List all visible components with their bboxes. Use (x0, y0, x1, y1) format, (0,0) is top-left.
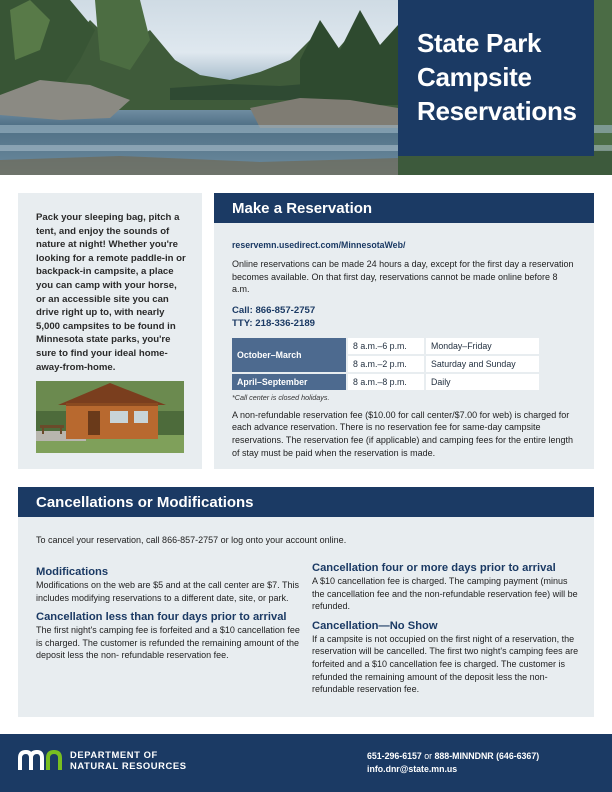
mn-logo-icon (18, 750, 64, 772)
reservation-panel (214, 193, 594, 469)
footer (0, 734, 612, 792)
season-cell: October–March (232, 338, 346, 372)
page-title-line-3: Reservations (417, 96, 577, 126)
online-reservation-text: Online reservations can be made 24 hours a day, except for the first day a reservation becomes available. On that first day, reservations cannot be made online before 8 a.m. (232, 259, 574, 295)
reservation-url-link[interactable]: reservemn.usedirect.com/MinnesotaWeb/ (232, 240, 406, 250)
intro-panel (18, 193, 202, 469)
cabin-illustration (36, 381, 184, 453)
footer-phone-main: 651-296-6157 (367, 751, 422, 761)
table-row (232, 374, 539, 390)
holiday-note: *Call center is closed holidays. (232, 392, 330, 402)
page-title-line-1: State Park (417, 28, 542, 58)
time-cell: 8 a.m.–6 p.m. (348, 338, 424, 354)
no-show-title: Cancellation—No Show (312, 619, 438, 632)
days-cell: Monday–Friday (426, 338, 539, 354)
less-than-four-days-text: The first night's camping fee is forfeited and a $10 cancellation fee is charged. The customer is refunded the remaining amount of the deposit less the non- refundable reservation fee. (36, 625, 300, 661)
hero-lake-photo (0, 0, 612, 175)
modifications-text: Modifications on the web are $5 and at the call center are $7. This includes modifying reservations to a different date, site, or park. (36, 580, 299, 603)
four-or-more-days-text: A $10 cancellation fee is charged. The camping payment (minus the cancellation fee and the non-refundable reservation fee) will be refunded. (312, 576, 578, 612)
less-than-four-days-title: Cancellation less than four days prior to arrival (36, 611, 287, 624)
call-center-hours-table (230, 336, 541, 392)
camper-cabin-photo (36, 381, 184, 453)
dnr-logo (18, 750, 187, 772)
cancellations-intro: To cancel your reservation, call 866-857-2757 or log onto your account online. (36, 535, 347, 545)
reservation-fee-text: A non-refundable reservation fee ($10.00 for call center/$7.00 for web) is charged for each advance reservation. There is no reservation fee for same-day campsite reservations. The reservation fee (if applicable) and camping fees for the entire length of stay must be paid when the reservation is made. (232, 409, 574, 458)
tty-number: TTY: 218-336-2189 (232, 317, 316, 329)
footer-phone-or: or (421, 751, 435, 761)
call-number: Call: 866-857-2757 (232, 304, 316, 316)
time-cell: 8 a.m.–8 p.m. (348, 374, 424, 390)
logo-line-2: NATURAL RESOURCES (70, 760, 187, 771)
footer-email-link[interactable]: info.dnr@state.mn.us (367, 764, 458, 774)
cancellations-heading: Cancellations or Modifications (18, 487, 594, 517)
four-or-more-days-title: Cancellation four or more days prior to arrival (312, 562, 556, 574)
footer-contact (367, 750, 539, 776)
days-cell: Daily (426, 374, 539, 390)
no-show-text: If a campsite is not occupied on the first night of a reservation, the reservation will be cancelled. The first two night's camping fees are forfeited and a $10 cancellation fee is charged. The customer is refunded the remaining amount of the deposit less the non-refundable reservation fee. (312, 633, 579, 695)
season-cell: April–September (232, 374, 346, 390)
modifications-title: Modifications (36, 566, 109, 578)
reservation-heading: Make a Reservation (214, 193, 594, 223)
title-box (398, 0, 594, 156)
days-cell: Saturday and Sunday (426, 356, 539, 372)
page-title-line-2: Campsite (417, 62, 532, 92)
cancellations-panel (18, 487, 594, 717)
cancellations-right-column (312, 561, 580, 696)
table-row (232, 338, 539, 354)
logo-line-1: DEPARTMENT OF (70, 749, 158, 761)
cancellations-left-column (36, 565, 304, 662)
time-cell: 8 a.m.–2 p.m. (348, 356, 424, 372)
intro-text: Pack your sleeping bag, pitch a tent, and enjoy the sounds of nature at night! Whether you're looking for a remote paddle-in or backpack-in campsite, a place you can camp with your horse, or an accessible site you can drive right up to, with nearly 5,000 campsites to be found in Minnesota state parks, you're sure to find your ideal home-away-from-home. (36, 212, 186, 373)
footer-phone-alt: 888-MINNDNR (646-6367) (434, 751, 540, 761)
